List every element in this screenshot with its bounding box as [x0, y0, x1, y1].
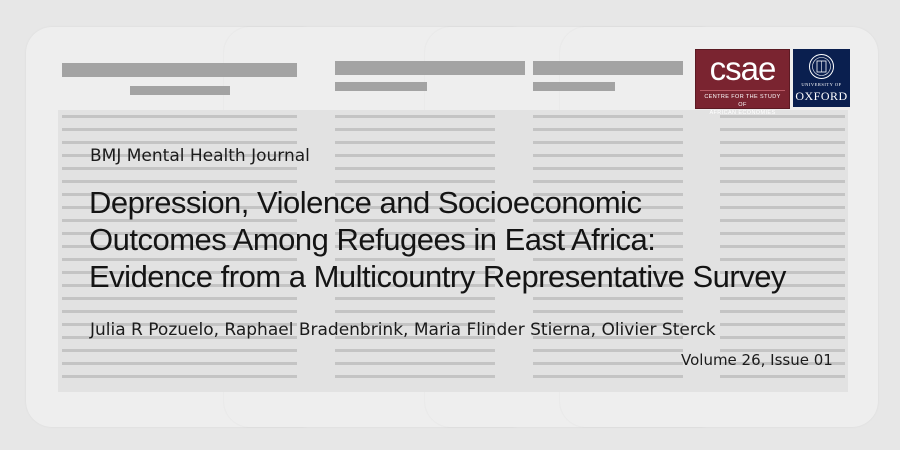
table-row-line: [720, 128, 845, 131]
table-row-line: [533, 115, 683, 118]
table-row-line: [62, 128, 297, 131]
table-row-line: [533, 349, 683, 352]
card-subheader-bar: [335, 82, 427, 91]
table-row-line: [720, 180, 845, 183]
card-header-bar: [533, 61, 683, 75]
table-row-line: [335, 180, 495, 183]
table-row-line: [720, 375, 845, 378]
table-row-line: [533, 362, 683, 365]
csae-wordmark: csae: [709, 50, 776, 87]
table-row-line: [335, 141, 495, 144]
table-row-line: [533, 375, 683, 378]
table-row-line: [335, 375, 495, 378]
table-row-line: [62, 180, 297, 183]
oxford-university-label: UNIVERSITY OF: [801, 82, 842, 87]
card-header-bar: [335, 61, 525, 75]
table-row-line: [720, 141, 845, 144]
title-line: Outcomes Among Refugees in East Africa:: [89, 222, 656, 257]
table-row-line: [720, 167, 845, 170]
table-row-line: [62, 167, 297, 170]
card-subheader-bar: [130, 86, 230, 95]
table-row-line: [335, 115, 495, 118]
oxford-logo: [793, 49, 850, 107]
card-header-bar: [62, 63, 297, 77]
table-row-line: [335, 128, 495, 131]
author-list: Julia R Pozuelo, Raphael Bradenbrink, Maria Flinder Stierna, Olivier Sterck: [90, 320, 716, 340]
table-row-line: [335, 310, 495, 313]
table-row-line: [533, 297, 683, 300]
table-row-line: [533, 180, 683, 183]
table-row-line: [720, 310, 845, 313]
table-row-line: [335, 297, 495, 300]
volume-issue: Volume 26, Issue 01: [681, 351, 833, 369]
table-row-line: [720, 323, 845, 326]
table-row-line: [62, 115, 297, 118]
title-line: Evidence from a Multicountry Representative Survey: [89, 259, 786, 294]
table-row-line: [62, 310, 297, 313]
table-row-line: [533, 141, 683, 144]
csae-logo: [695, 49, 790, 116]
table-row-line: [533, 310, 683, 313]
table-row-line: [533, 128, 683, 131]
table-row-line: [335, 349, 495, 352]
table-row-line: [62, 375, 297, 378]
table-row-line: [335, 154, 495, 157]
table-row-line: [62, 297, 297, 300]
table-row-line: [62, 141, 297, 144]
title-line: Depression, Violence and Socioeconomic: [89, 185, 642, 220]
table-row-line: [533, 154, 683, 157]
table-row-line: [62, 349, 297, 352]
table-row-line: [720, 154, 845, 157]
oxford-seal-icon: [808, 53, 835, 80]
table-row-line: [533, 167, 683, 170]
journal-name: BMJ Mental Health Journal: [90, 146, 310, 166]
csae-subtitle: CENTRE FOR THE STUDY OF AFRICAN ECONOMIES: [700, 90, 785, 117]
table-row-line: [720, 297, 845, 300]
oxford-label: OXFORD: [795, 89, 848, 103]
table-row-line: [62, 362, 297, 365]
paper-title: [89, 184, 849, 295]
table-row-line: [335, 362, 495, 365]
table-row-line: [335, 167, 495, 170]
card-subheader-bar: [533, 82, 615, 91]
table-row-line: [720, 336, 845, 339]
